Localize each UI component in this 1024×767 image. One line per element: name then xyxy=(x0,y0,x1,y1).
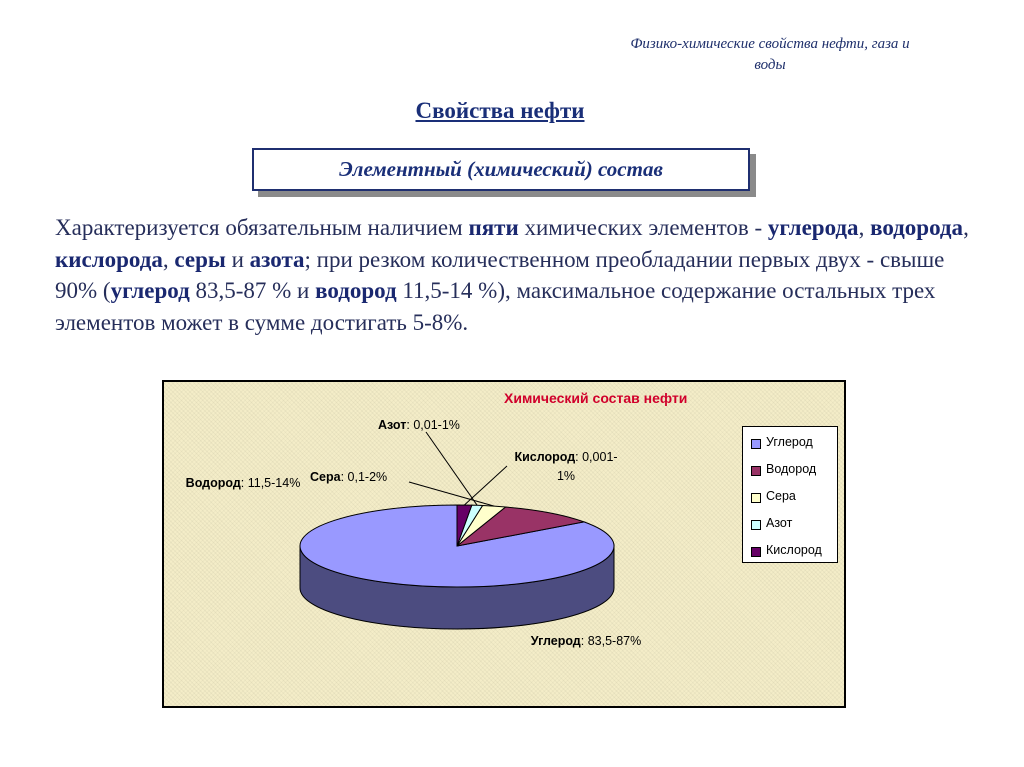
body-text-run: , xyxy=(858,215,871,240)
data-label-kislorod: Кислород: 0,001-1% xyxy=(514,450,618,483)
legend-item xyxy=(751,543,837,570)
slide-title: Свойства нефти xyxy=(415,98,585,123)
chart-legend xyxy=(742,426,838,563)
body-text-run: ; при резком количественном преобладании первых двух - свыше 90% ( xyxy=(55,246,945,303)
highlight-term: пяти xyxy=(468,215,519,240)
legend-item xyxy=(751,489,837,516)
leader-line xyxy=(409,482,494,506)
highlight-term: водорода xyxy=(870,215,964,240)
data-label-uglerod: Углерод: 83,5-87% xyxy=(530,634,642,648)
legend-label: Углерод xyxy=(766,435,813,449)
data-label-azot: Азот: 0,01-1% xyxy=(378,418,460,432)
body-text-run: и xyxy=(225,246,250,272)
legend-swatch xyxy=(751,493,761,503)
subtitle-line-2: воды xyxy=(754,57,786,73)
highlight-term: серы xyxy=(174,246,226,272)
body-paragraph xyxy=(55,212,975,338)
body-text-run: 83,5-87 % и xyxy=(189,278,316,303)
legend-label: Кислород xyxy=(766,543,822,557)
legend-swatch xyxy=(751,466,761,476)
body-text-run: Характеризуется обязательным наличием xyxy=(55,215,469,240)
section-heading-box xyxy=(252,148,750,191)
highlight-term: водород xyxy=(315,278,397,303)
legend-label: Сера xyxy=(766,489,796,503)
body-text-run: химических элементов - xyxy=(518,215,768,240)
legend-label: Водород xyxy=(766,462,817,476)
chart-title: Химический состав нефти xyxy=(504,390,688,406)
legend-label: Азот xyxy=(766,516,793,530)
section-heading: Элементный (химический) состав xyxy=(339,157,663,181)
body-text-run: , xyxy=(963,215,969,240)
legend-item xyxy=(751,516,837,543)
presentation-subtitle xyxy=(560,34,980,76)
highlight-term: углерод xyxy=(110,278,190,303)
legend-swatch xyxy=(751,547,761,557)
body-text-run: 11,5-14 %), максимальное содержание остальных трех элементов может в сумме достигать 5-8%. xyxy=(55,278,936,335)
legend-swatch xyxy=(751,520,761,530)
legend-item xyxy=(751,462,837,489)
legend-item xyxy=(751,435,837,462)
body-text-run: , xyxy=(162,246,175,272)
highlight-term: азота xyxy=(249,246,305,272)
data-label-sera: Сера: 0,1-2% xyxy=(310,470,388,484)
subtitle-line-1: Физико-химические свойства нефти, газа и xyxy=(630,36,910,52)
highlight-term: кислорода xyxy=(55,246,163,272)
data-label-vodorod: Водород: 11,5-14% xyxy=(185,476,301,490)
highlight-term: углерода xyxy=(767,215,859,240)
chart-panel xyxy=(162,380,846,708)
legend-swatch xyxy=(751,439,761,449)
